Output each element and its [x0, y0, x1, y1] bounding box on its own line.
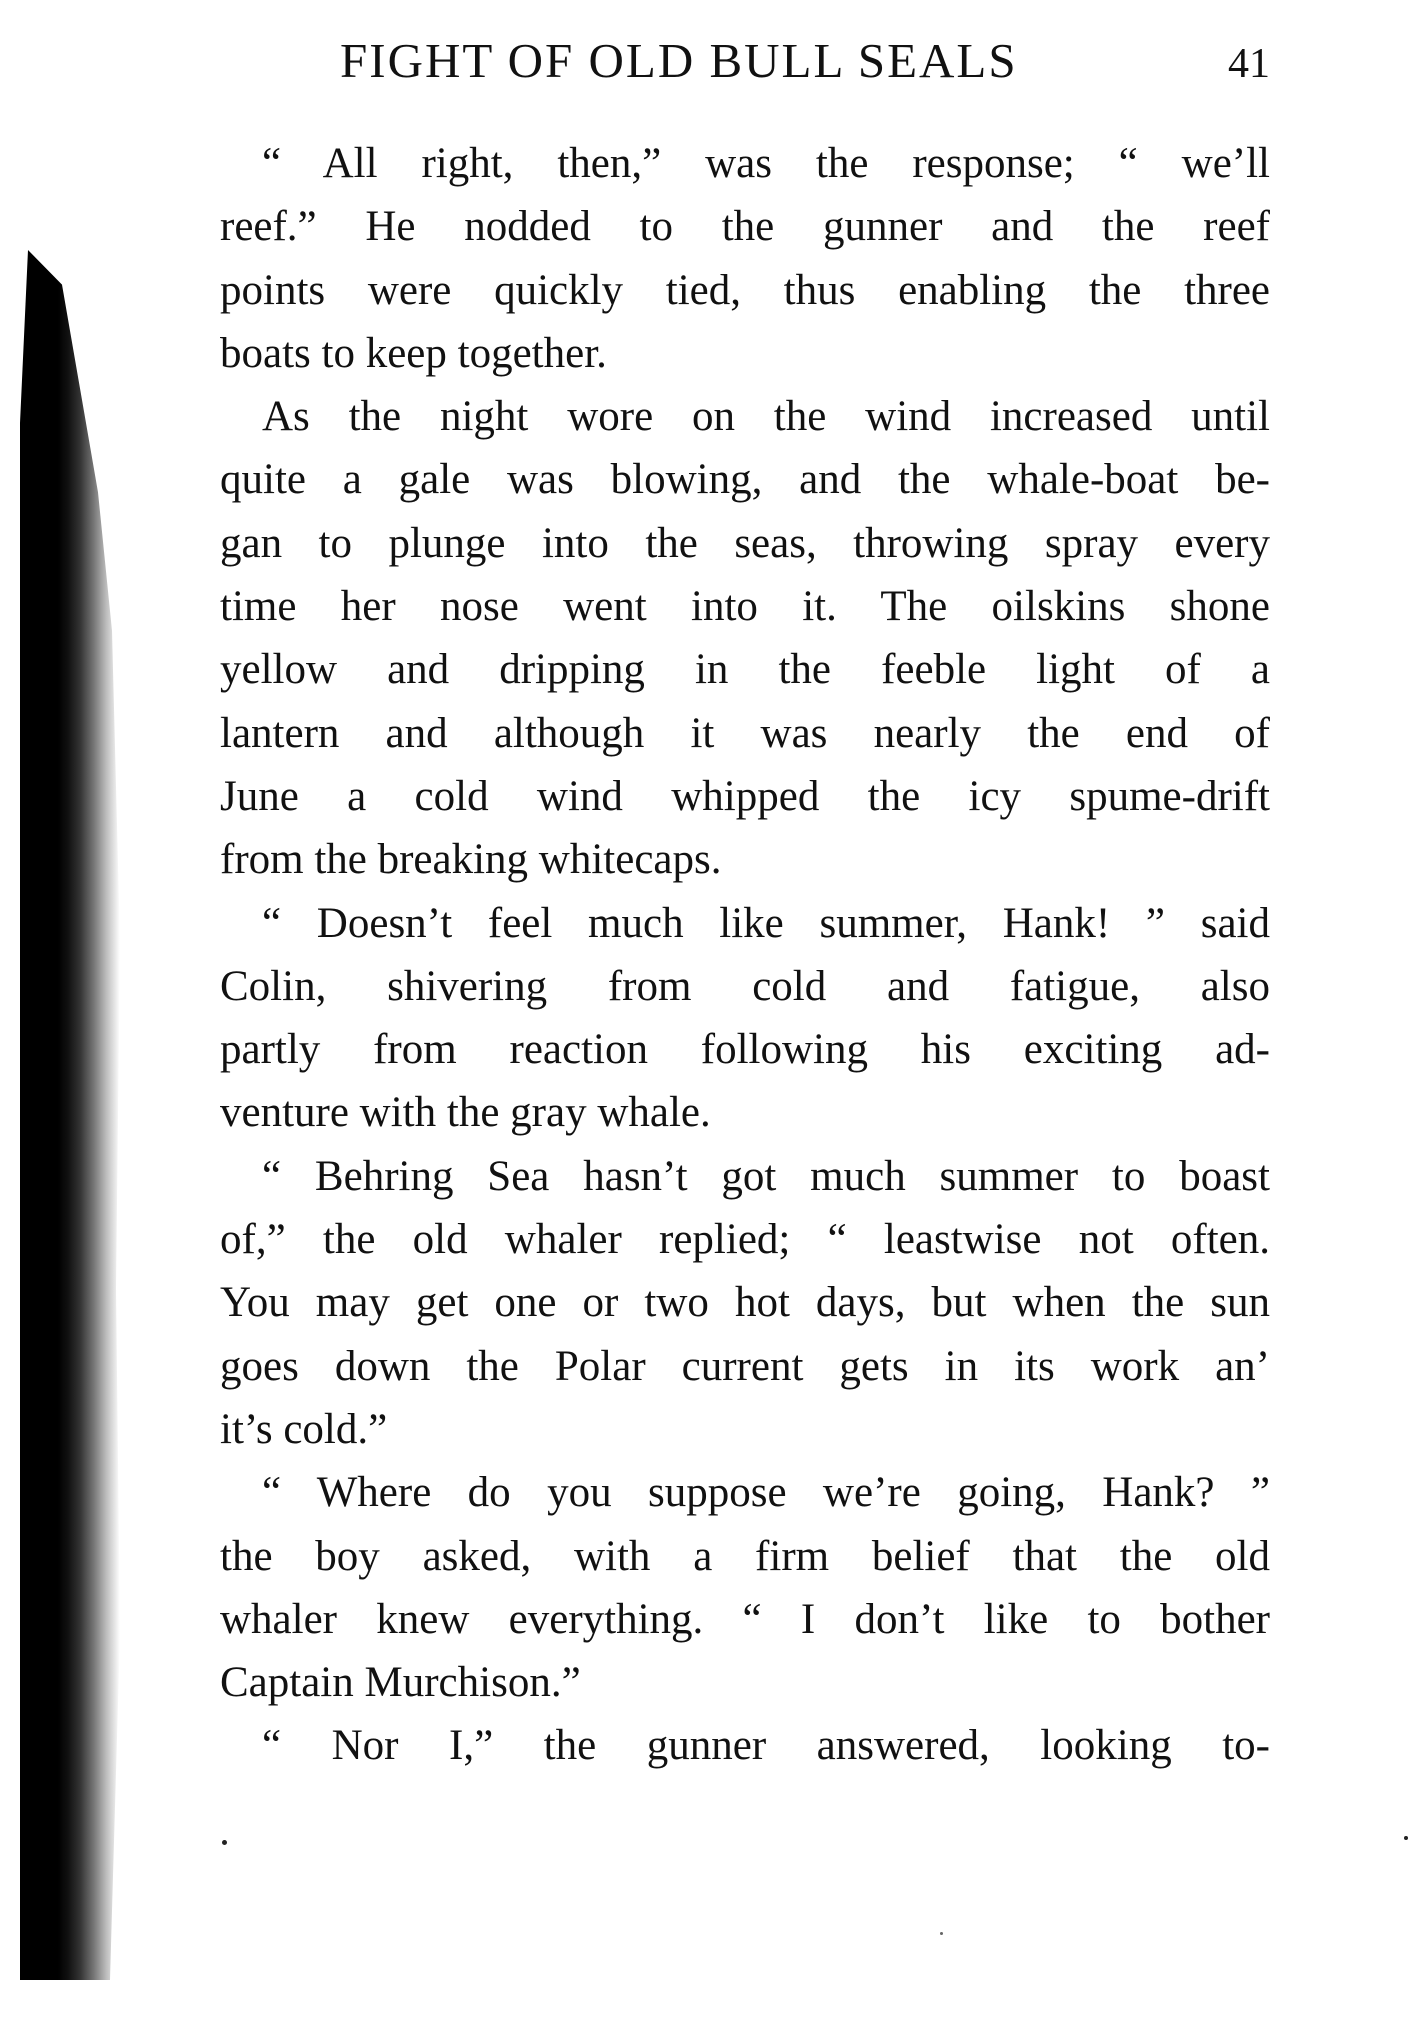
text-line: Captain Murchison.”	[220, 1659, 581, 1707]
paragraph	[220, 1714, 1270, 1777]
text-line: Colin, shivering from cold and fatigue, also	[220, 962, 1270, 1010]
text-line: reef.” He nodded to the gunner and the reef	[220, 203, 1270, 251]
text-line: “ Behring Sea hasn’t got much summer to boast	[262, 1152, 1270, 1200]
running-head	[220, 32, 1270, 102]
body-text	[220, 132, 1270, 1778]
text-line: “ Nor I,” the gunner answered, looking to-	[262, 1722, 1270, 1770]
text-line: from the breaking whitecaps.	[220, 836, 722, 884]
text-line: boats to keep together.	[220, 329, 607, 377]
text-line: points were quickly tied, thus enabling the three	[220, 266, 1270, 314]
chapter-title: FIGHT OF OLD BULL SEALS	[340, 33, 1018, 88]
text-line: partly from reaction following his exciting ad-	[220, 1026, 1270, 1074]
page-number: 41	[1228, 41, 1270, 87]
scan-speck	[222, 1840, 227, 1845]
text-line: “ Doesn’t feel much like summer, Hank! ” said	[262, 899, 1270, 947]
text-line: lantern and although it was nearly the end of	[220, 709, 1270, 757]
text-line: whaler knew everything. “ I don’t like to bother	[220, 1595, 1270, 1643]
scan-speck	[1404, 1836, 1408, 1840]
text-line: the boy asked, with a firm belief that the old	[220, 1532, 1270, 1580]
text-line: As the night wore on the wind increased until	[262, 393, 1270, 441]
text-line: gan to plunge into the seas, throwing spray every	[220, 519, 1270, 567]
scan-speck	[940, 1932, 943, 1935]
book-page	[220, 32, 1270, 1770]
text-line: time her nose went into it. The oilskins shone	[220, 583, 1270, 631]
text-line: June a cold wind whipped the icy spume-drift	[220, 772, 1270, 820]
paragraph	[220, 1145, 1270, 1461]
paragraph	[220, 892, 1270, 1145]
text-line: “ All right, then,” was the response; “ we’ll	[262, 140, 1270, 187]
paragraph	[220, 132, 1270, 385]
text-line: it’s cold.”	[220, 1405, 388, 1453]
text-line: You may get one or two hot days, but when the sun	[220, 1279, 1270, 1327]
text-line: of,” the old whaler replied; “ leastwise not often.	[220, 1216, 1270, 1264]
text-line: yellow and dripping in the feeble light of a	[220, 646, 1270, 694]
text-line: venture with the gray whale.	[220, 1089, 711, 1137]
page-binding-shadow	[20, 250, 120, 1980]
paragraph	[220, 385, 1270, 891]
text-line: “ Where do you suppose we’re going, Hank? ”	[262, 1469, 1270, 1517]
paragraph	[220, 1461, 1270, 1714]
text-line: quite a gale was blowing, and the whale-boat be-	[220, 456, 1270, 504]
text-line: goes down the Polar current gets in its work an’	[220, 1342, 1270, 1390]
